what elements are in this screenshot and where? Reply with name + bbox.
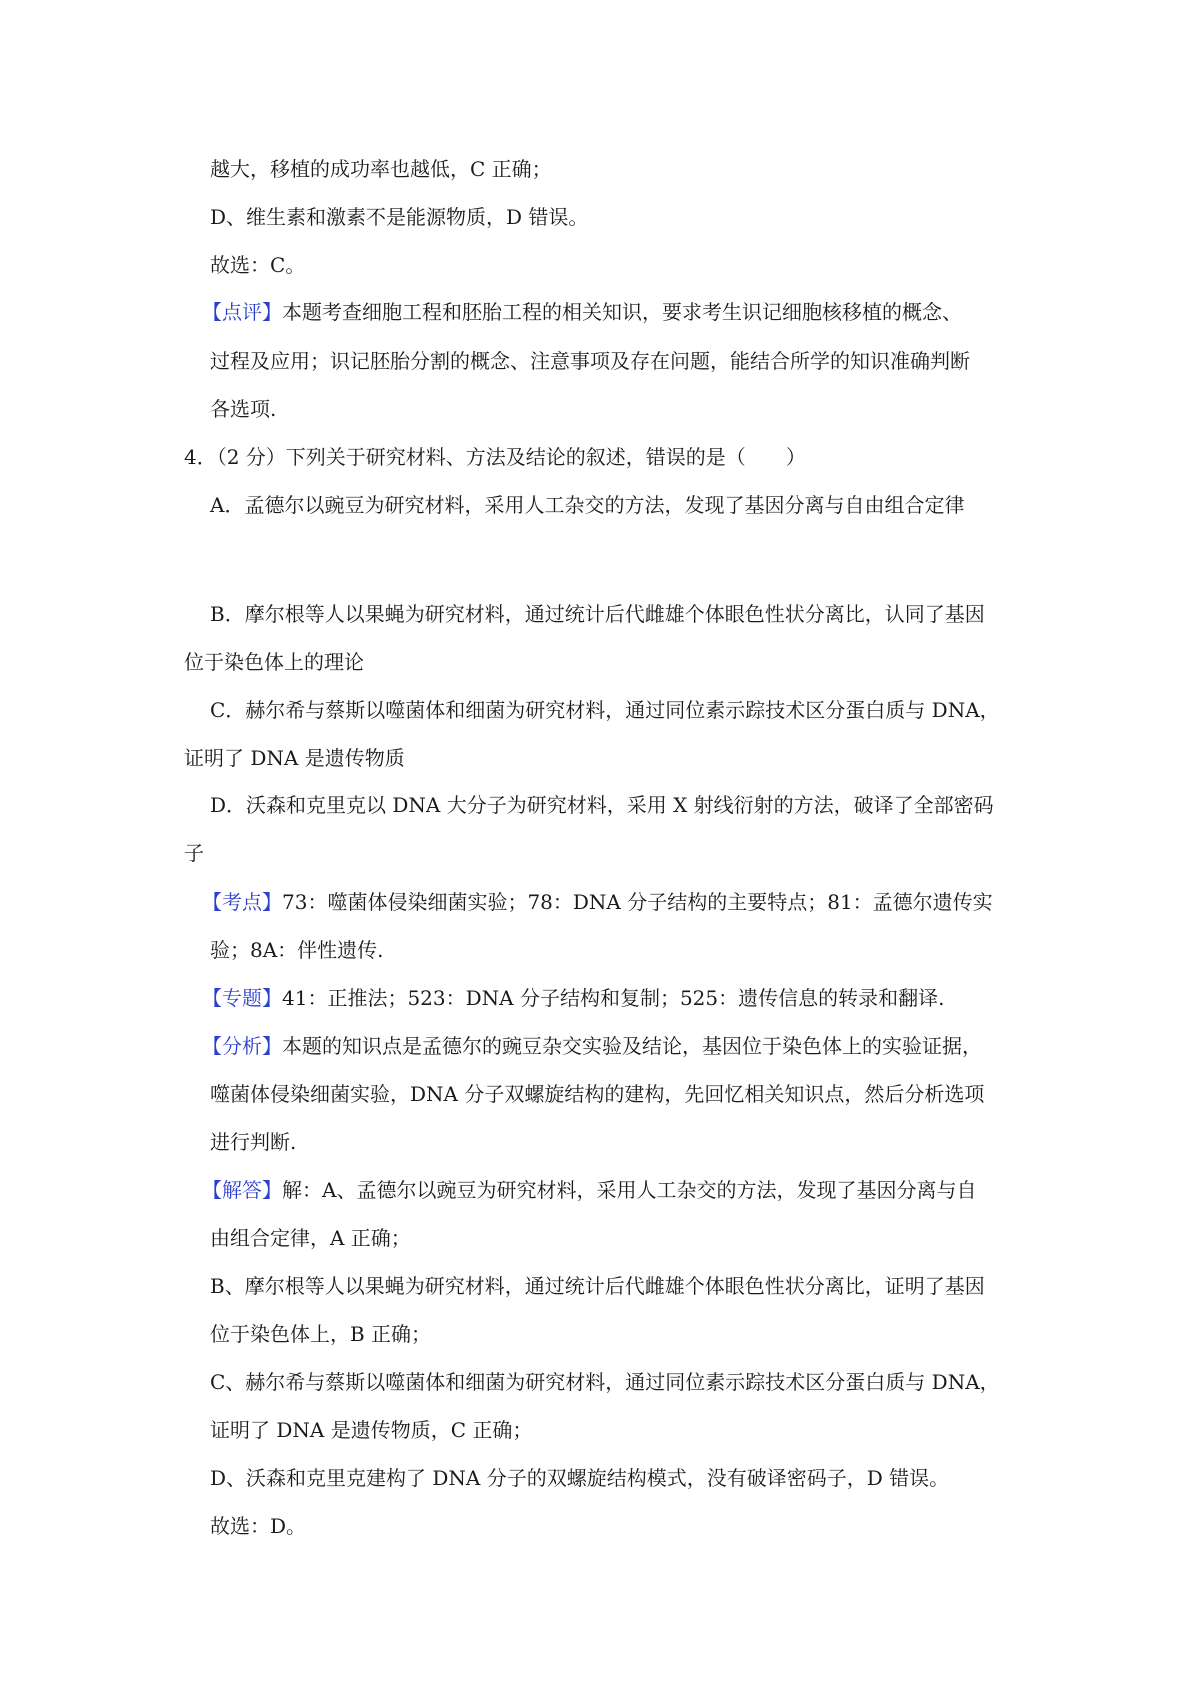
option-b-line-1: B．摩尔根等人以果蝇为研究材料，通过统计后代雌雄个体眼色性状分离比，认同了基因 (210, 602, 985, 626)
jieda-line-3: B、摩尔根等人以果蝇为研究材料，通过统计后代雌雄个体眼色性状分离比，证明了基因 (210, 1274, 985, 1298)
jieda-line-1 (202, 1176, 976, 1204)
question-4-choice: 故选：D。 (210, 1514, 307, 1538)
option-c-line-1: C．赫尔希与蔡斯以噬菌体和细菌为研究材料，通过同位素示踪技术区分蛋白质与 DNA， (210, 698, 1000, 722)
kaodian-line-1 (202, 888, 993, 916)
question-stem-close: ） (785, 445, 806, 469)
kaodian-tag: 【考点】 (202, 890, 282, 914)
option-d-line-2: 子 (184, 841, 204, 865)
zhuanti-text: 41：正推法；523：DNA 分子结构和复制；525：遗传信息的转录和翻译. (282, 986, 945, 1010)
fenxi-tag: 【分析】 (202, 1034, 282, 1058)
jieda-line-4: 位于染色体上，B 正确； (210, 1322, 432, 1346)
option-a: A．孟德尔以豌豆为研究材料，采用人工杂交的方法，发现了基因分离与自由组合定律 (210, 493, 965, 517)
fenxi-text-1: 本题的知识点是孟德尔的豌豆杂交实验及结论，基因位于染色体上的实验证据， (282, 1034, 982, 1058)
review-text-1: 本题考查细胞工程和胚胎工程的相关知识，要求考生识记细胞核移植的概念、 (282, 300, 962, 324)
jieda-line-2: 由组合定律，A 正确； (210, 1226, 411, 1250)
review-tag: 【点评】 (202, 300, 282, 324)
jieda-line-7: D、沃森和克里克建构了 DNA 分子的双螺旋结构模式，没有破译密码子，D 错误。 (210, 1466, 950, 1490)
jieda-line-6: 证明了 DNA 是遗传物质，C 正确； (210, 1418, 533, 1442)
option-b-line-2: 位于染色体上的理论 (184, 650, 364, 674)
answer-d: D、维生素和激素不是能源物质，D 错误。 (210, 205, 589, 229)
kaodian-line-2: 验；8A：伴性遗传. (210, 938, 384, 962)
zhuanti-line (202, 984, 945, 1012)
jieda-line-5: C、赫尔希与蔡斯以噬菌体和细菌为研究材料，通过同位素示踪技术区分蛋白质与 DNA， (210, 1370, 1000, 1394)
fenxi-line-1 (202, 1032, 982, 1060)
jieda-tag: 【解答】 (202, 1178, 282, 1202)
question-stem-text: 4．（2 分）下列关于研究材料、方法及结论的叙述，错误的是（ (184, 445, 746, 469)
fenxi-line-3: 进行判断. (210, 1130, 297, 1154)
answer-choice: 故选：C。 (210, 253, 306, 277)
review-line-1 (202, 298, 962, 326)
zhuanti-tag: 【专题】 (202, 986, 282, 1010)
review-line-2: 过程及应用；识记胚胎分割的概念、注意事项及存在问题，能结合所学的知识准确判断 (210, 349, 970, 373)
review-line-3: 各选项. (210, 397, 277, 421)
fenxi-line-2: 噬菌体侵染细菌实验，DNA 分子双螺旋结构的建构，先回忆相关知识点，然后分析选项 (210, 1082, 985, 1106)
jieda-text-1: 解：A、孟德尔以豌豆为研究材料，采用人工杂交的方法，发现了基因分离与自 (282, 1178, 977, 1202)
kaodian-text-1: 73：噬菌体侵染细菌实验；78：DNA 分子结构的主要特点；81：孟德尔遗传实 (282, 890, 993, 914)
option-d-line-1: D．沃森和克里克以 DNA 大分子为研究材料，采用 X 射线衍射的方法，破译了全部密码 (210, 793, 994, 817)
question-4-stem (184, 443, 806, 471)
answer-c-continued: 越大，移植的成功率也越低，C 正确； (210, 157, 552, 181)
option-c-line-2: 证明了 DNA 是遗传物质 (184, 746, 405, 770)
